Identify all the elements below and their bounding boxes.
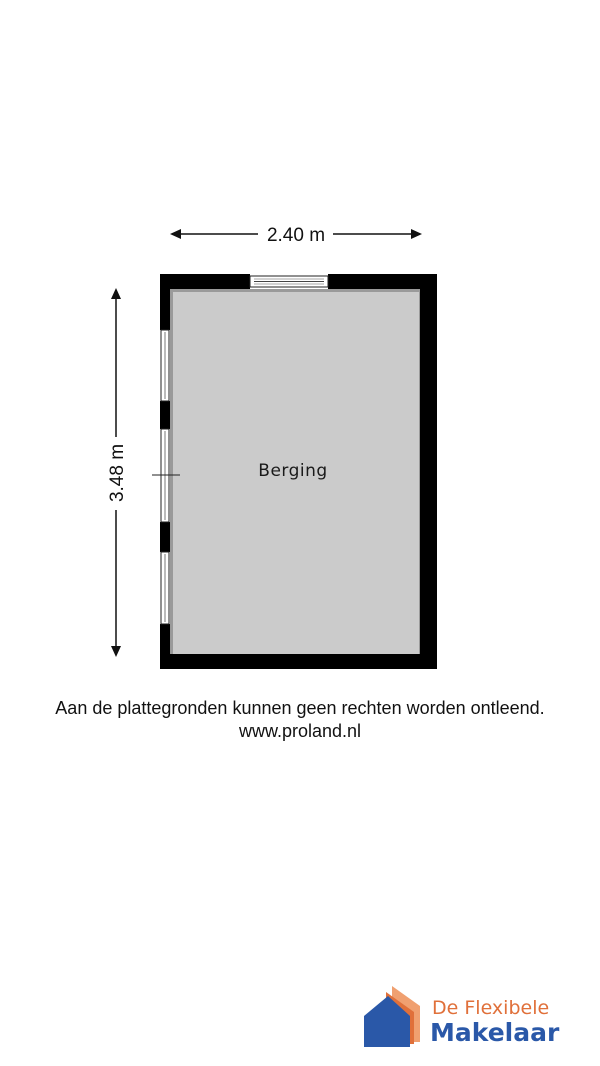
left-window-upper xyxy=(161,330,169,401)
arrow-down-icon xyxy=(111,646,121,657)
footer xyxy=(0,697,600,743)
room-label: Berging xyxy=(258,461,328,481)
house-logo-icon xyxy=(362,980,426,1052)
width-dimension-label: 2.40 m xyxy=(266,225,326,246)
height-dimension-label: 3.48 m xyxy=(107,443,128,503)
logo-line1: De Flexibele xyxy=(432,997,550,1019)
website-link[interactable]: www.proland.nl xyxy=(238,721,362,741)
logo-line2: Makelaar xyxy=(430,1018,560,1047)
width-dimension xyxy=(170,225,422,246)
top-window xyxy=(250,276,328,287)
arrow-left-icon xyxy=(170,229,181,239)
company-logo xyxy=(362,980,582,1052)
left-window-lower xyxy=(161,552,169,624)
height-dimension xyxy=(107,288,128,657)
arrow-up-icon xyxy=(111,288,121,299)
arrow-right-icon xyxy=(411,229,422,239)
disclaimer-text: Aan de plattegronden kunnen geen rechten worden ontleend. xyxy=(55,698,545,718)
